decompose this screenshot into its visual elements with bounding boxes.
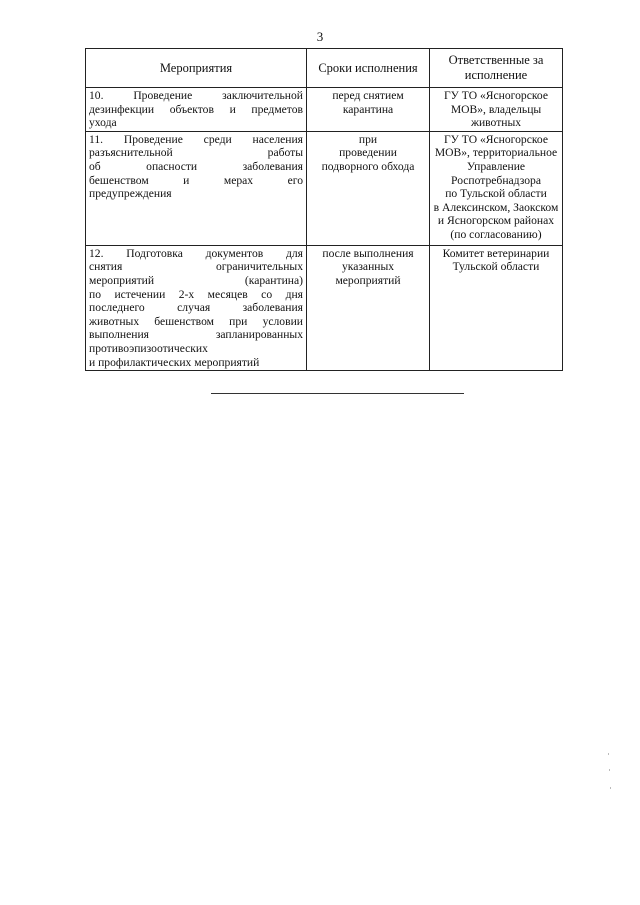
- table-row: [86, 245, 563, 370]
- measure-cell-line: предупреждения: [89, 187, 172, 201]
- responsible-cell: [430, 88, 563, 132]
- header-measures: Мероприятия: [86, 49, 307, 88]
- responsible-cell-line: по Тульской области: [445, 187, 547, 201]
- responsible-cell-line: в Алексинском, Заокском: [433, 200, 559, 214]
- measure-cell-line: снятия ограничительных: [89, 260, 303, 274]
- deadline-cell-line: указанных: [341, 260, 395, 274]
- measure-cell-line: животных бешенством при условии: [89, 314, 303, 328]
- measure-cell-line: 10. Проведение заключительной: [89, 89, 303, 102]
- scan-speck: [609, 769, 610, 771]
- deadline-cell-line: при: [358, 132, 378, 146]
- measure-cell-line: 12. Подготовка документов для: [89, 246, 303, 260]
- responsible-cell-line: животных: [470, 116, 522, 130]
- table-row: [86, 131, 563, 245]
- responsible-cell-line: ГУ ТО «Ясногорское: [443, 89, 549, 102]
- deadline-cell-line: после выполнения: [322, 246, 414, 260]
- deadline-cell: [307, 88, 430, 132]
- measure-cell-line: дезинфекции объектов и предметов: [89, 102, 303, 116]
- measure-cell-line: 11. Проведение среди населения: [89, 132, 303, 146]
- deadline-cell-line: карантина: [342, 102, 394, 116]
- responsible-cell-line: и Ясногорском районах: [437, 214, 555, 228]
- scan-speck: [610, 787, 611, 789]
- responsible-cell-line: МОВ», территориальное: [434, 146, 558, 160]
- measure-cell-line: разъяснительной работы: [89, 146, 303, 160]
- responsible-cell-line: Комитет ветеринарии: [442, 246, 550, 260]
- table-header-row: [86, 49, 563, 88]
- measure-cell-line: бешенством и мерах его: [89, 173, 303, 187]
- scan-speck: [608, 753, 609, 755]
- responsible-cell-line: МОВ», владельцы: [450, 102, 542, 116]
- deadline-cell-line: мероприятий: [335, 273, 401, 287]
- responsible-cell-line: Тульской области: [452, 260, 540, 274]
- responsible-cell: [430, 245, 563, 370]
- measure-cell-line: по истечении 2-х месяцев со дня: [89, 287, 303, 301]
- responsible-cell-line: ГУ ТО «Ясногорское: [443, 132, 549, 146]
- responsible-cell-line: Роспотребнадзора: [451, 173, 541, 187]
- measures-table: [85, 48, 563, 371]
- measure-cell-line: об опасности заболевания: [89, 159, 303, 173]
- deadline-cell-line: подворного обхода: [321, 159, 415, 173]
- deadline-cell: [307, 131, 430, 245]
- measure-cell-line: последнего случая заболевания: [89, 301, 303, 315]
- deadline-cell-line: перед снятием: [332, 89, 404, 102]
- table-row: [86, 88, 563, 132]
- measure-cell: [86, 131, 307, 245]
- measure-cell-line: мероприятий (карантина): [89, 273, 303, 287]
- table-body: [86, 88, 563, 371]
- page-number: 3: [316, 29, 324, 44]
- measure-cell-line: и профилактических мероприятий: [89, 355, 260, 369]
- header-responsible: Ответственные за исполнение: [430, 49, 563, 88]
- end-of-document-rule: [211, 393, 464, 394]
- measure-cell-line: выполнения запланированных: [89, 328, 303, 342]
- responsible-cell-line: Управление: [466, 159, 526, 173]
- deadline-cell: [307, 245, 430, 370]
- responsible-cell: [430, 131, 563, 245]
- responsible-cell-line: (по согласованию): [450, 227, 542, 241]
- header-deadlines: Сроки исполнения: [307, 49, 430, 88]
- measure-cell-line: ухода: [89, 116, 117, 130]
- measure-cell: [86, 245, 307, 370]
- measure-cell: [86, 88, 307, 132]
- deadline-cell-line: проведении: [339, 146, 397, 160]
- measure-cell-line: противоэпизоотических: [89, 341, 208, 355]
